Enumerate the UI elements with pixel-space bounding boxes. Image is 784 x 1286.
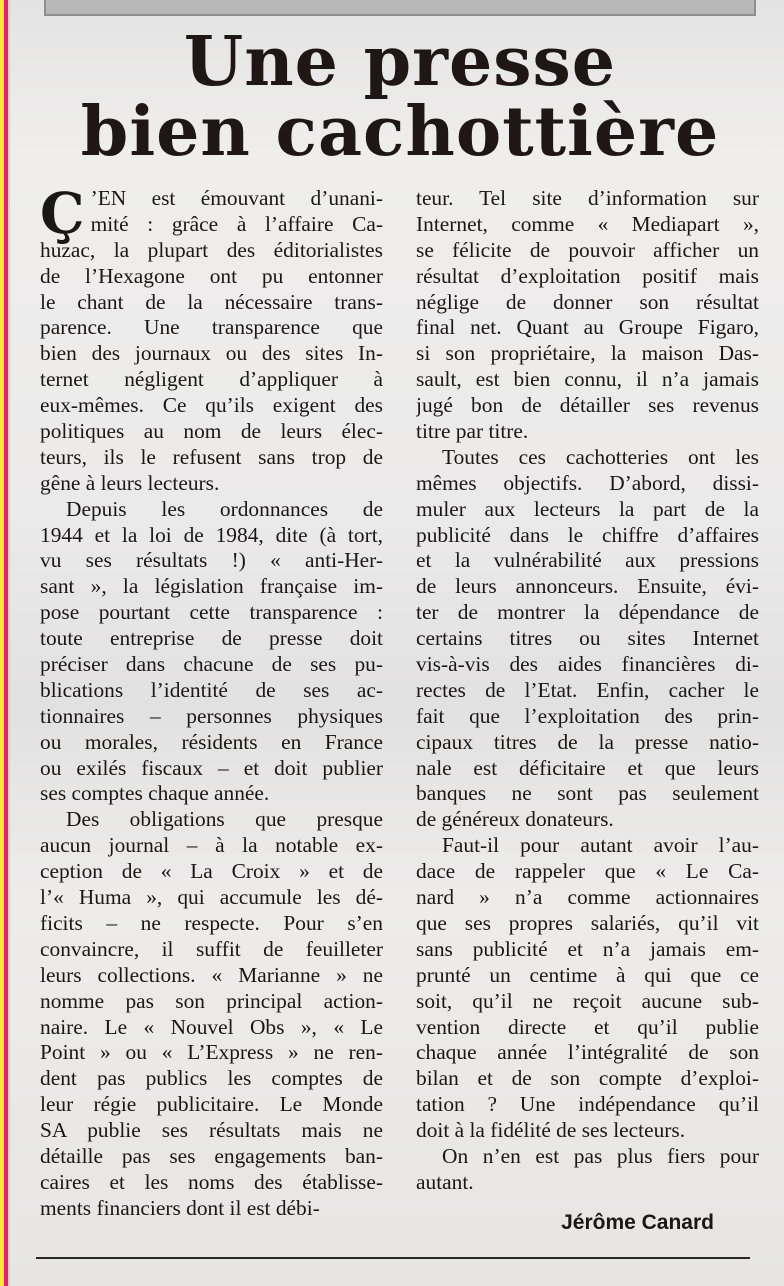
text-line: ception de « La Croix » et de	[40, 859, 383, 884]
previous-article-frame	[44, 0, 756, 16]
text-line: cipaux titres de la presse natio-	[416, 729, 759, 754]
drop-cap: Ç	[40, 181, 85, 247]
text-line: aucun journal – à la notable ex-	[40, 833, 383, 858]
paragraph	[40, 497, 383, 808]
paragraph	[40, 807, 383, 1221]
text-line: mêmes objectifs. D’abord, dissi-	[416, 470, 759, 495]
text-line: ments financiers dont il est débi-	[40, 1195, 320, 1220]
text-line: publicité dans le chiffre d’affaires	[416, 522, 759, 547]
text-line: mité : grâce à l’affaire Ca-	[90, 211, 383, 236]
paragraph	[416, 1144, 759, 1196]
text-line: teur. Tel site d’information sur	[416, 186, 759, 210]
text-line: gêne à leurs lecteurs.	[40, 470, 220, 495]
text-line: convaincre, il suffit de feuilleter	[40, 936, 383, 961]
page-edge	[0, 0, 10, 1286]
text-line: vis-à-vis des aides financières di-	[416, 652, 759, 677]
text-line: SA publie ses résultats mais ne	[40, 1118, 383, 1143]
text-line: nomme pas son principal action-	[40, 988, 383, 1013]
text-line: vention directe et qu’il publie	[416, 1014, 759, 1039]
text-line: 1944 et la loi de 1984, dite (à tort,	[40, 522, 383, 547]
author-signature: Jérôme Canard	[561, 1211, 714, 1234]
article-column-left	[40, 181, 383, 1222]
text-line: ses comptes chaque année.	[40, 781, 270, 806]
text-line: muler aux lecteurs la part de la	[416, 496, 759, 521]
text-line: bien des journaux ou des sites In-	[40, 341, 383, 366]
text-line: sans publicité et n’a jamais em-	[416, 936, 759, 961]
text-line: tionnaires – personnes physiques	[40, 703, 383, 728]
text-line: teurs, ils le refusent sans trop de	[40, 444, 383, 469]
text-line: ’EN est émouvant d’unani-	[90, 186, 383, 210]
text-line: blications l’identité de ses ac-	[40, 677, 383, 702]
text-line: doit à la fidélité de ses lecteurs.	[416, 1118, 686, 1143]
text-line: bilan et de son compte d’exploi-	[416, 1066, 759, 1091]
text-line: se félicite de pouvoir afficher un	[416, 237, 759, 262]
text-line: Point » ou « L’Express » ne ren-	[40, 1040, 383, 1065]
text-line: ficits – ne respecte. Pour s’en	[40, 910, 383, 935]
text-line: si son propriétaire, la maison Das-	[416, 341, 759, 366]
text-line: ou exilés fiscaux – et doit publier	[40, 755, 383, 780]
text-line: On n’en est pas plus fiers pour	[442, 1143, 759, 1168]
text-line: le chant de la nécessaire trans-	[40, 289, 383, 314]
text-line: Faut-il pour autant avoir l’au-	[442, 833, 759, 858]
text-line: eux-mêmes. Ce qu’ils exigent des	[40, 393, 383, 418]
text-line: pose pourtant cette transparence :	[40, 600, 383, 625]
text-line: soit, qu’il ne reçoit aucune sub-	[416, 988, 759, 1013]
text-line: titre par titre.	[416, 419, 529, 444]
headline-line-2: bien cachottière	[80, 92, 720, 172]
text-line: dent pas publics les comptes de	[40, 1066, 383, 1091]
text-line: final net. Quant au Groupe Figaro,	[416, 315, 759, 340]
text-line: Internet, comme « Mediapart »,	[416, 211, 759, 236]
text-line: certains titres ou sites Internet	[416, 626, 759, 651]
paragraph	[40, 181, 383, 497]
text-line: banques ne sont pas seulement	[416, 781, 759, 806]
text-line: l’« Huma », qui accumule les dé-	[40, 885, 383, 910]
text-line: de l’Hexagone ont pu entonner	[40, 263, 383, 288]
headline-line-1: Une presse	[183, 22, 617, 102]
text-line: tation ? Une indépendance qu’il	[416, 1092, 759, 1117]
text-line: naire. Le « Nouvel Obs », « Le	[40, 1014, 383, 1039]
article-column-right	[416, 186, 759, 1196]
text-line: ter de montrer la dépendance de	[416, 600, 759, 625]
text-line: ou morales, résidents en France	[40, 729, 383, 754]
headline	[40, 22, 760, 172]
text-line: toute entreprise de presse doit	[40, 626, 383, 651]
text-line: leur régie publicitaire. Le Monde	[40, 1092, 383, 1117]
text-line: caires et les noms des établisse-	[40, 1169, 383, 1194]
text-line: leurs collections. « Marianne » ne	[40, 962, 383, 987]
text-line: autant.	[416, 1169, 474, 1194]
text-line: de généreux donateurs.	[416, 807, 614, 832]
text-line: résultat d’exploitation positif mais	[416, 263, 759, 288]
text-line: fait que l’exploitation des prin-	[416, 703, 759, 728]
text-line: ternet négligent d’appliquer à	[40, 367, 383, 392]
text-line: de leurs annonceurs. Ensuite, évi-	[416, 574, 759, 599]
paragraph	[416, 186, 759, 445]
text-line: détaille pas ses engagements ban-	[40, 1143, 383, 1168]
text-line: et la vulnérabilité aux pressions	[416, 548, 759, 573]
text-line: huzac, la plupart des éditorialistes	[40, 237, 383, 262]
paragraph	[416, 833, 759, 1144]
text-line: jugé bon de détailler ses revenus	[416, 393, 759, 418]
text-line: sault, est bien connu, il n’a jamais	[416, 367, 759, 392]
paragraph	[416, 445, 759, 833]
text-line: chaque année l’intégralité de son	[416, 1040, 759, 1065]
text-line: Depuis les ordonnances de	[66, 496, 383, 521]
bottom-rule	[36, 1257, 750, 1259]
text-line: prunté un centime à qui que ce	[416, 962, 759, 987]
text-line: sant », la législation française im-	[40, 574, 383, 599]
text-line: Toutes ces cachotteries ont les	[442, 444, 759, 469]
text-line: nale est déficitaire et que leurs	[416, 755, 759, 780]
text-line: politiques au nom de leurs élec-	[40, 419, 383, 444]
text-line: dace de rappeler que « Le Ca-	[416, 859, 759, 884]
text-line: que ses propres salariés, qu’il vit	[416, 910, 759, 935]
text-line: préciser dans chacune de ses pu-	[40, 652, 383, 677]
text-line: vu ses résultats !) « anti-Her-	[40, 548, 383, 573]
text-line: néglige de donner son résultat	[416, 289, 759, 314]
text-line: parence. Une transparence que	[40, 315, 383, 340]
text-line: rectes de l’Etat. Enfin, cacher le	[416, 677, 759, 702]
text-line: Des obligations que presque	[66, 807, 383, 832]
text-line: nard » n’a comme actionnaires	[416, 885, 759, 910]
